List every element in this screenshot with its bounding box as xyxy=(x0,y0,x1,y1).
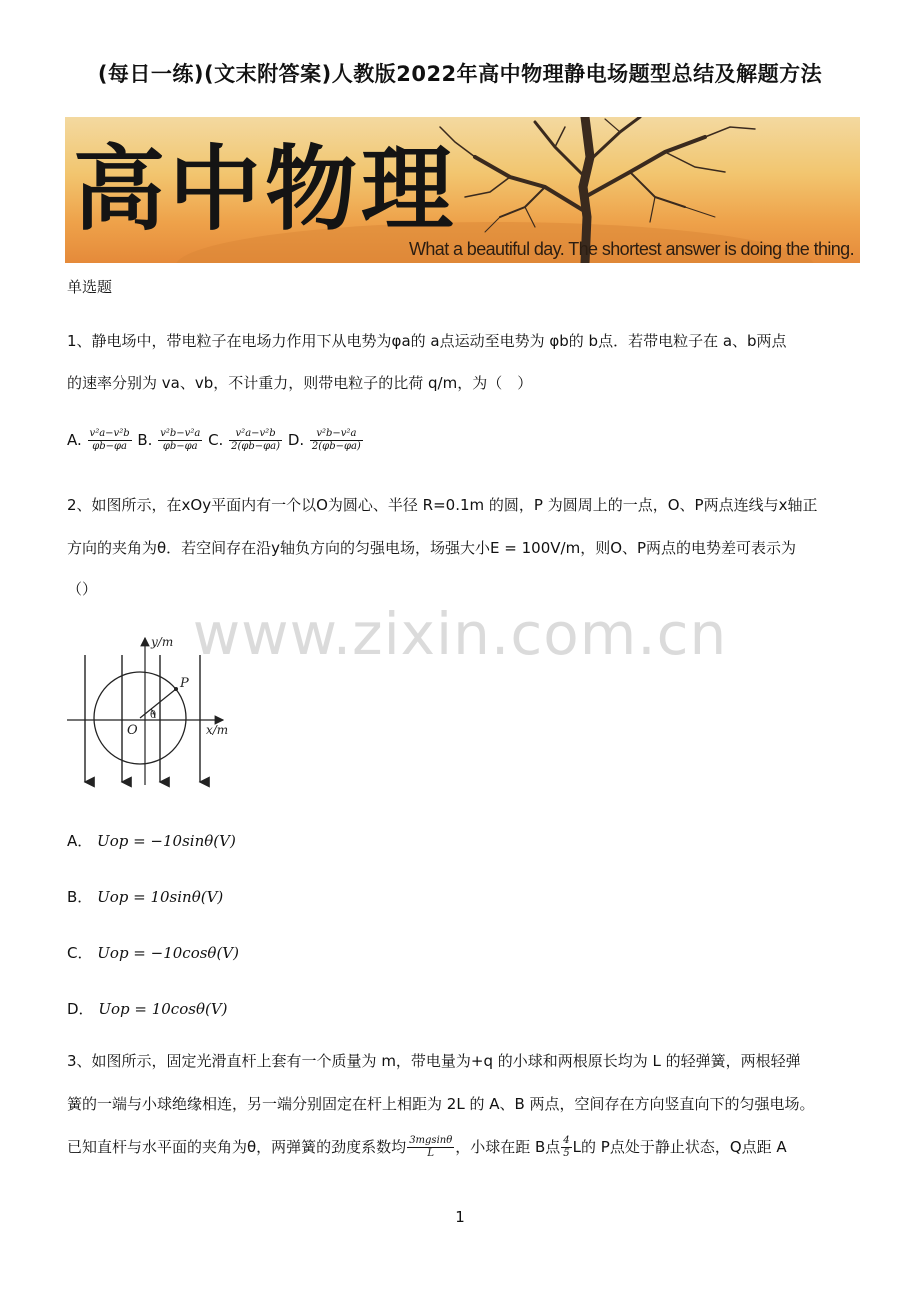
option-d-fraction: $\frac{\text{v²b−v²a}}{2(\varphi b-\varphi a)}$ xyxy=(311,428,361,452)
document-title: (每日一练)(文末附答案)人教版2022年高中物理静电场题型总结及解题方法 xyxy=(97,62,823,86)
distance-fraction: $\frac{4}{5}$ xyxy=(563,1135,570,1159)
page-number: 1 xyxy=(455,1208,465,1226)
question-2-option-b: B． Uop = 10sinθ(V) xyxy=(67,888,224,906)
question-2-line-3: （） xyxy=(67,580,98,598)
option-a-letter: A. xyxy=(67,431,82,449)
question-2-line-2: 方向的夹角为θ．若空间存在沿y轴负方向的匀强电场，场强大小E = 100V/m，则O、P两点的电势差可表示为 xyxy=(67,539,797,557)
section-label: 单选题 xyxy=(67,278,113,296)
point-p-label: P xyxy=(180,676,189,691)
question-1-line-1: 1、静电场中，带电粒子在电场力作用下从电势为φa的 a点运动至电势为 φb的 b点．若带电粒子在 a、b两点 xyxy=(67,332,787,350)
question-3-line-1: 3、如图所示，固定光滑直杆上套有一个质量为 m，带电量为+q 的小球和两根原长均为 L 的轻弹簧，两根轻弹 xyxy=(67,1052,801,1070)
option-d-letter: D. xyxy=(287,431,305,449)
question-2-option-d: D． Uop = 10cosθ(V) xyxy=(67,1000,228,1018)
question-2-line-1: 2、如图所示，在xOy平面内有一个以O为圆心、半径 R=0.1m 的圆，P 为圆周上的一点，O、P两点连线与x轴正 xyxy=(67,496,818,514)
origin-label: O xyxy=(127,723,138,738)
question-1-options xyxy=(67,428,364,453)
option-c-letter: C. xyxy=(208,431,224,449)
point-p-marker xyxy=(174,687,178,691)
stiffness-fraction: $\frac{3mgsin\theta}{L}$ xyxy=(409,1135,453,1159)
banner-motto: What a beautiful day. The shortest answer is doing the thing. xyxy=(408,239,854,259)
x-axis-label: x/m xyxy=(206,723,229,737)
question-3-line-3: 已知直杆与水平面的夹角为θ，两弹簧的劲度系数均 $\frac{3mgsin\theta}{L}$ ，小球在距 B点 $\frac{4}{5}$ L的 P点处于静止状态，Q点距 A xyxy=(67,1135,787,1159)
question-2-option-a: A． Uop = −10sinθ(V) xyxy=(67,832,236,850)
watermark: www.zixin.com.cn xyxy=(192,600,728,668)
option-b-fraction: $\frac{\text{v²b−v²a}}{\varphi b-\varphi a}$ xyxy=(160,428,201,452)
angle-label: θ xyxy=(150,710,157,721)
option-a-fraction: $\frac{\text{v²a−v²b}}{\varphi b-\varphi a}$ xyxy=(89,428,130,452)
question-3-line-2: 簧的一端与小球绝缘相连，另一端分别固定在杆上相距为 2L 的 A、B 两点，空间存在方向竖直向下的匀强电场。 xyxy=(67,1095,815,1113)
question-2-option-c: C． Uop = −10cosθ(V) xyxy=(67,944,239,962)
field-diagram xyxy=(65,630,240,790)
question-1-line-2: 的速率分别为 va、vb，不计重力，则带电粒子的比荷 q/m，为（ ） xyxy=(67,374,533,392)
y-axis-label: y/m xyxy=(151,635,174,649)
option-c-fraction: $\frac{\text{v²a−v²b}}{2(\varphi b-\varphi a)}$ xyxy=(231,428,281,452)
header-banner xyxy=(65,117,860,263)
banner-title: 高中物理 xyxy=(73,135,458,243)
option-b-letter: B. xyxy=(137,431,153,449)
